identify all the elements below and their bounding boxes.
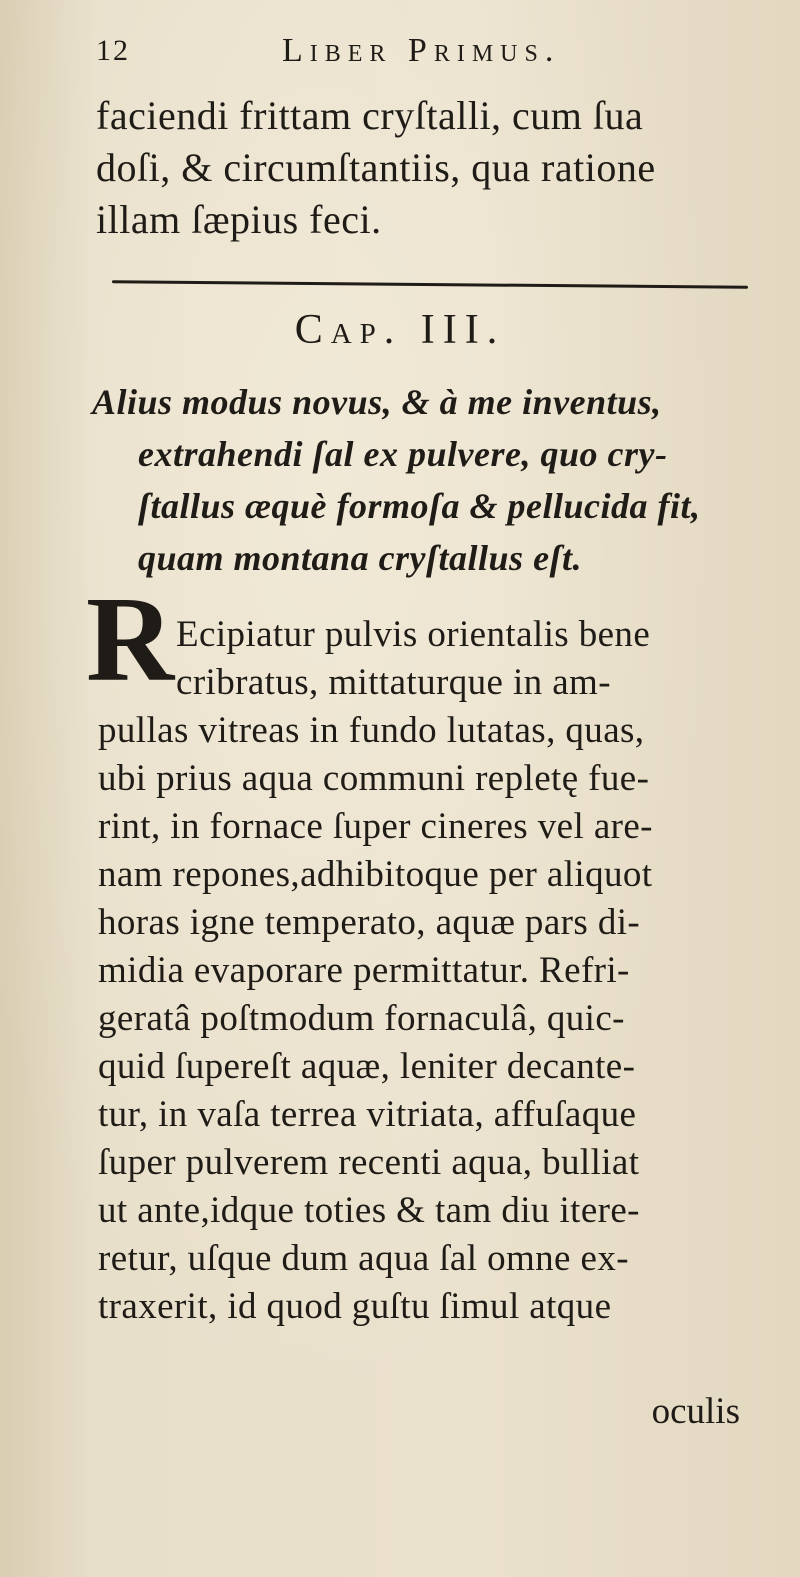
summary-line: quam montana cryſtallus eſt. — [138, 538, 583, 578]
chapter-title: Cap. III. — [294, 307, 506, 353]
summary-line: Alius modus novus, & à me inventus, — [92, 382, 662, 422]
body-line: cribratus, mittaturque in am- — [176, 662, 611, 703]
running-head: Liber Primus. — [282, 32, 561, 69]
body-line: horas igne temperato, aquæ pars di- — [98, 902, 641, 943]
body-line: ut ante,idque toties & tam diu itere- — [98, 1190, 640, 1231]
text-line: doſi, & circumſtantiis, qua ratione — [96, 145, 656, 190]
body-line: Ecipiatur pulvis orientalis bene — [176, 614, 651, 655]
summary-line: ſtallus æquè formoſa & pellucida fit, — [138, 486, 701, 526]
body-line: ſuper pulverem recenti aqua, bulliat — [98, 1142, 640, 1183]
body-line: traxerit, id quod guſtu ſimul atque — [98, 1286, 612, 1327]
page-number: 12 — [96, 34, 130, 67]
body-line: geratâ poſtmodum fornaculâ, quic- — [98, 998, 625, 1039]
body-line: quid ſupereſt aquæ, leniter decante- — [98, 1046, 636, 1087]
body-line: rint, in fornace ſuper cineres vel are- — [98, 806, 653, 847]
summary-line: extrahendi ſal ex pulvere, quo cry- — [138, 434, 668, 474]
drop-capital: R — [86, 572, 175, 707]
body-line: midia evaporare permittatur. Refri- — [98, 950, 630, 991]
body-line: retur, uſque dum aqua ſal omne ex- — [98, 1238, 629, 1279]
text-line: illam ſæpius feci. — [96, 197, 382, 242]
body-line: ubi prius aqua communi repletę fue- — [98, 758, 650, 799]
catchword: oculis — [651, 1391, 740, 1432]
body-line: tur, in vaſa terrea vitriata, affuſaque — [98, 1094, 637, 1135]
text-line: faciendi frittam cryſtalli, cum ſua — [96, 93, 644, 138]
body-line: nam repones,adhibitoque per aliquot — [98, 854, 653, 895]
body-line: pullas vitreas in fundo lutatas, quas, — [98, 710, 645, 751]
